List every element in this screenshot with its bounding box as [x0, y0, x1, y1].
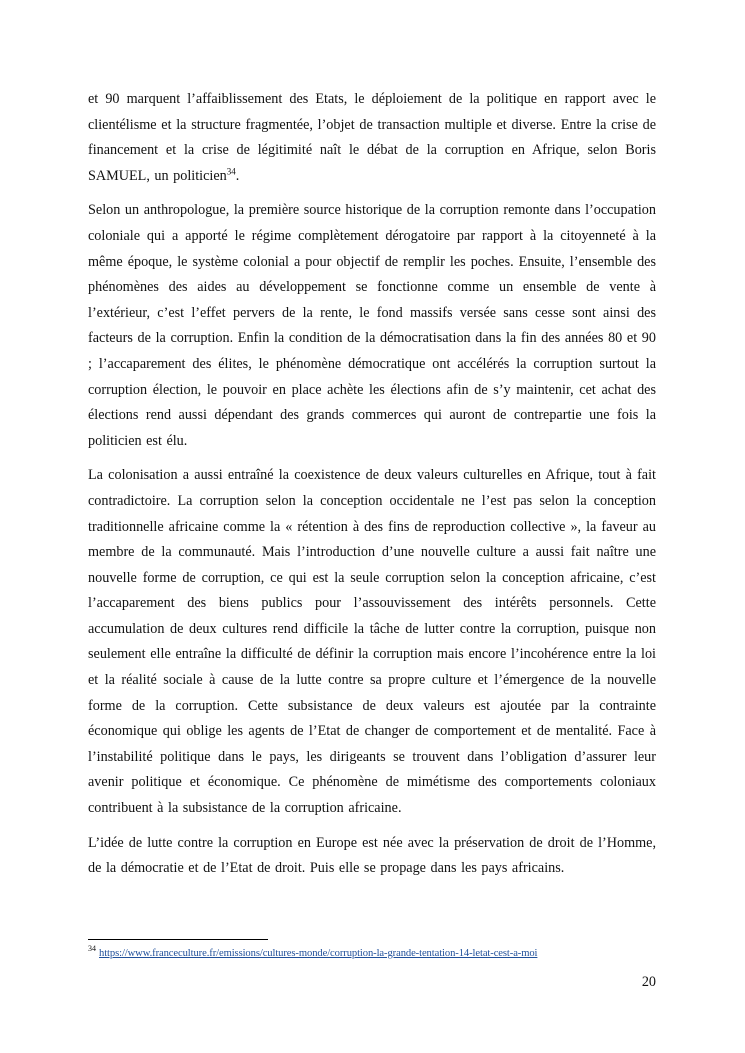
page-number: 20	[641, 974, 656, 990]
footnote-link[interactable]: https://www.franceculture.fr/emissions/cultures-monde/corruption-la-grande-tentation-14-letat-cest-a-moi	[99, 948, 538, 959]
footnote-separator	[88, 939, 268, 940]
paragraph-2: Selon un anthropologue, la première source historique de la corruption remonte dans l’occupation coloniale qui a apporté le régime complètement dérogatoire par rapport à la citoyenneté à la même époque, le système colonial a pour objectif de remplir les poches. Ensuite, l’ensemble des phénomènes des aides au développement se fonctionne comme un ensemble de vente à l’extérieur, c’est l’effet pervers de la rente, le fond massifs versée sans cesse sont ainsi des facteurs de la corruption. Enfin la condition de la démocratisation dans la fin des années 80 et 90 ; l’accaparement des élites, le phénomène démocratique ont accélérés la corruption surtout la corruption élection, le pouvoir en place achète les élections afin de s’y maintenir, cet achat des élections rend aussi dépendant des grands commerces qui auront de contrepartie une fois la politicien est élu.	[88, 202, 656, 449]
paragraph-1-text: et 90 marquent l’affaiblissement des Etats, le déploiement de la politique en rapport avec le clientélisme et la structure fragmentée, l’objet de transaction multiple et diverse. Entre la crise de financement et la crise de légitimité naît le débat de la corruption en Afrique, selon Boris SAMUEL, un politicien	[88, 91, 656, 184]
paragraph-1	[88, 87, 656, 189]
body-text	[88, 87, 656, 891]
footnote	[88, 946, 668, 961]
footnote-number: 34	[88, 944, 96, 954]
paragraph-3: La colonisation a aussi entraîné la coexistence de deux valeurs culturelles en Afrique, tout à fait contradictoire. La corruption selon la conception occidentale ne l’est pas selon la conception traditionnelle africaine comme la « rétention à des fins de reproduction collective », la faveur au membre de la communauté. Mais l’introduction d’une nouvelle culture a aussi fait naître une nouvelle forme de corruption, ce qui est la seule corruption selon la conception africaine, c’est l’accaparement des biens publics pour l’assouvissement des intérêts personnels. Cette accumulation de deux cultures rend difficile la tâche de lutter contre la corruption, puisque non seulement elle entraîne la difficulté de définir la corruption mais encore l’incohérence entre la loi et la réalité sociale à cause de la lutte contre sa propre culture et l’émergence de la nouvelle forme de la corruption. Cette subsistance de deux valeurs est ajoutée par la contrainte économique qui oblige les agents de l’Etat de changer de comportement et de mentalité. Face à l’instabilité politique dans le pays, les dirigeants se trouvent dans l’obligation d’assurer leur avenir politique et économique. Ce phénomène de mimétisme des comportements coloniaux contribuent à la subsistance de la corruption africaine.	[88, 467, 656, 817]
paragraph-1-end: .	[235, 167, 240, 184]
footnote-reference[interactable]: 34	[226, 166, 236, 177]
paragraph-4: L’idée de lutte contre la corruption en Europe est née avec la préservation de droit de l’Homme, de la démocratie et de l’Etat de droit. Puis elle se propage dans les pays africains.	[88, 834, 656, 877]
